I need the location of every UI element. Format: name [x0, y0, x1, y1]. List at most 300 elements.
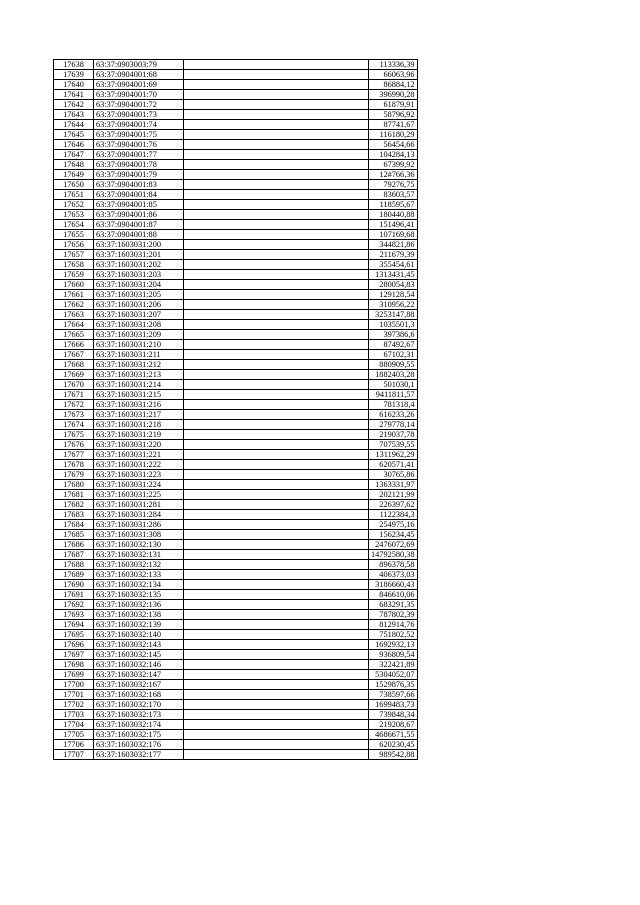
row-number-cell: 17681: [54, 490, 94, 500]
empty-cell: [184, 70, 369, 80]
table-row: [54, 690, 418, 700]
cadastral-value-cell: 846610,06: [369, 590, 418, 600]
empty-cell: [184, 720, 369, 730]
cadastral-value-cell: 254975,16: [369, 520, 418, 530]
table-row: [54, 700, 418, 710]
cadastral-number-cell: 63:37:1603031:222: [94, 460, 184, 470]
row-number-cell: 17695: [54, 630, 94, 640]
empty-cell: [184, 610, 369, 620]
empty-cell: [184, 250, 369, 260]
row-number-cell: 17677: [54, 450, 94, 460]
cadastral-number-cell: 63:37:0904001:74: [94, 120, 184, 130]
row-number-cell: 17639: [54, 70, 94, 80]
table-row: [54, 380, 418, 390]
cadastral-value-cell: 3186660,43: [369, 580, 418, 590]
empty-cell: [184, 490, 369, 500]
table-row: [54, 600, 418, 610]
cadastral-value-cell: 5304052,07: [369, 670, 418, 680]
cadastral-number-cell: 63:37:1603032:147: [94, 670, 184, 680]
empty-cell: [184, 360, 369, 370]
cadastral-number-cell: 63:37:0904001:87: [94, 220, 184, 230]
cadastral-number-cell: 63:37:1603032:131: [94, 550, 184, 560]
empty-cell: [184, 80, 369, 90]
cadastral-number-cell: 63:37:1603031:223: [94, 470, 184, 480]
empty-cell: [184, 410, 369, 420]
cadastral-value-cell: 344821,86: [369, 240, 418, 250]
cadastral-number-cell: 63:37:1603032:175: [94, 730, 184, 740]
table-row: [54, 120, 418, 130]
table-row: [54, 450, 418, 460]
empty-cell: [184, 550, 369, 560]
cadastral-value-cell: 86884,12: [369, 80, 418, 90]
row-number-cell: 17691: [54, 590, 94, 600]
table-row: [54, 470, 418, 480]
row-number-cell: 17682: [54, 500, 94, 510]
cadastral-value-cell: 1311962,29: [369, 450, 418, 460]
cadastral-number-cell: 63:37:0904001:79: [94, 170, 184, 180]
empty-cell: [184, 670, 369, 680]
row-number-cell: 17663: [54, 310, 94, 320]
cadastral-number-cell: 63:37:0904001:85: [94, 200, 184, 210]
table-row: [54, 400, 418, 410]
cadastral-value-cell: 9411811,57: [369, 390, 418, 400]
cadastral-value-cell: 616233,26: [369, 410, 418, 420]
cadastral-number-cell: 63:37:1603031:284: [94, 510, 184, 520]
cadastral-number-cell: 63:37:1603032:168: [94, 690, 184, 700]
row-number-cell: 17652: [54, 200, 94, 210]
row-number-cell: 17641: [54, 90, 94, 100]
row-number-cell: 17675: [54, 430, 94, 440]
cadastral-number-cell: 63:37:1603031:201: [94, 250, 184, 260]
empty-cell: [184, 220, 369, 230]
cadastral-value-cell: 620571,41: [369, 460, 418, 470]
table-row: [54, 480, 418, 490]
table-row: [54, 140, 418, 150]
row-number-cell: 17707: [54, 750, 94, 760]
row-number-cell: 17683: [54, 510, 94, 520]
table-row: [54, 710, 418, 720]
table-row: [54, 500, 418, 510]
table-row: [54, 310, 418, 320]
empty-cell: [184, 630, 369, 640]
table-row: [54, 740, 418, 750]
row-number-cell: 17674: [54, 420, 94, 430]
empty-cell: [184, 440, 369, 450]
table-row: [54, 660, 418, 670]
cadastral-number-cell: 63:37:1603031:219: [94, 430, 184, 440]
row-number-cell: 17679: [54, 470, 94, 480]
table-row: [54, 80, 418, 90]
row-number-cell: 17648: [54, 160, 94, 170]
cadastral-value-cell: 2476072,69: [369, 540, 418, 550]
cadastral-number-cell: 63:37:1603031:218: [94, 420, 184, 430]
empty-cell: [184, 130, 369, 140]
cadastral-value-cell: 1882403,28: [369, 370, 418, 380]
cadastral-number-cell: 63:37:1603031:209: [94, 330, 184, 340]
table-row: [54, 370, 418, 380]
cadastral-number-cell: 63:37:1603032:130: [94, 540, 184, 550]
table-row: [54, 590, 418, 600]
empty-cell: [184, 570, 369, 580]
table-row: [54, 60, 418, 70]
cadastral-value-cell: 310956,22: [369, 300, 418, 310]
table-row: [54, 340, 418, 350]
table-row: [54, 610, 418, 620]
table-row: [54, 290, 418, 300]
table-row: [54, 320, 418, 330]
row-number-cell: 17658: [54, 260, 94, 270]
cadastral-number-cell: 63:37:1603032:173: [94, 710, 184, 720]
table-row: [54, 210, 418, 220]
table-row: [54, 670, 418, 680]
cadastral-number-cell: 63:37:1603032:174: [94, 720, 184, 730]
cadastral-value-cell: 219208,67: [369, 720, 418, 730]
empty-cell: [184, 480, 369, 490]
cadastral-value-cell: 58796,92: [369, 110, 418, 120]
cadastral-number-cell: 63:37:1603031:216: [94, 400, 184, 410]
table-row: [54, 620, 418, 630]
cadastral-value-cell: 67399,92: [369, 160, 418, 170]
cadastral-value-cell: 738597,66: [369, 690, 418, 700]
cadastral-value-cell: 4686671,55: [369, 730, 418, 740]
cadastral-value-cell: 3253147,88: [369, 310, 418, 320]
cadastral-number-cell: 63:37:1603032:177: [94, 750, 184, 760]
empty-cell: [184, 710, 369, 720]
row-number-cell: 17670: [54, 380, 94, 390]
row-number-cell: 17662: [54, 300, 94, 310]
row-number-cell: 17645: [54, 130, 94, 140]
cadastral-number-cell: 63:37:1603032:134: [94, 580, 184, 590]
row-number-cell: 17642: [54, 100, 94, 110]
table-row: [54, 720, 418, 730]
cadastral-value-cell: 180440,88: [369, 210, 418, 220]
empty-cell: [184, 420, 369, 430]
row-number-cell: 17664: [54, 320, 94, 330]
table-row: [54, 540, 418, 550]
cadastral-value-table: [53, 59, 418, 760]
cadastral-value-cell: 211679,39: [369, 250, 418, 260]
table-row: [54, 230, 418, 240]
cadastral-value-cell: 355454,61: [369, 260, 418, 270]
cadastral-value-cell: 880909,55: [369, 360, 418, 370]
table-row: [54, 170, 418, 180]
row-number-cell: 17696: [54, 640, 94, 650]
cadastral-number-cell: 63:37:1603032:143: [94, 640, 184, 650]
table-row: [54, 560, 418, 570]
row-number-cell: 17653: [54, 210, 94, 220]
cadastral-number-cell: 63:37:1603032:167: [94, 680, 184, 690]
cadastral-number-cell: 63:37:1603031:215: [94, 390, 184, 400]
cadastral-value-cell: 989542,88: [369, 750, 418, 760]
row-number-cell: 17706: [54, 740, 94, 750]
row-number-cell: 17701: [54, 690, 94, 700]
row-number-cell: 17680: [54, 480, 94, 490]
row-number-cell: 17667: [54, 350, 94, 360]
cadastral-number-cell: 63:37:1603031:207: [94, 310, 184, 320]
cadastral-value-cell: 787802,39: [369, 610, 418, 620]
cadastral-number-cell: 63:37:1603032:146: [94, 660, 184, 670]
row-number-cell: 17704: [54, 720, 94, 730]
empty-cell: [184, 650, 369, 660]
table-row: [54, 630, 418, 640]
empty-cell: [184, 390, 369, 400]
row-number-cell: 17692: [54, 600, 94, 610]
cadastral-value-cell: 781318,4: [369, 400, 418, 410]
cadastral-value-cell: 87741,67: [369, 120, 418, 130]
table-row: [54, 90, 418, 100]
table-row: [54, 220, 418, 230]
empty-cell: [184, 240, 369, 250]
cadastral-value-cell: 751802,52: [369, 630, 418, 640]
row-number-cell: 17678: [54, 460, 94, 470]
cadastral-value-cell: 1692932,13: [369, 640, 418, 650]
empty-cell: [184, 200, 369, 210]
row-number-cell: 17650: [54, 180, 94, 190]
row-number-cell: 17672: [54, 400, 94, 410]
table-row: [54, 510, 418, 520]
cadastral-value-cell: 406373,03: [369, 570, 418, 580]
empty-cell: [184, 90, 369, 100]
cadastral-value-cell: 1363331,97: [369, 480, 418, 490]
cadastral-value-cell: 107169,68: [369, 230, 418, 240]
cadastral-number-cell: 63:37:1603031:308: [94, 530, 184, 540]
cadastral-value-cell: 14792580,38: [369, 550, 418, 560]
cadastral-value-cell: 87492,67: [369, 340, 418, 350]
row-number-cell: 17640: [54, 80, 94, 90]
table-row: [54, 70, 418, 80]
cadastral-value-cell: 79276,75: [369, 180, 418, 190]
empty-cell: [184, 290, 369, 300]
row-number-cell: 17676: [54, 440, 94, 450]
table-row: [54, 100, 418, 110]
table-body: [54, 60, 418, 760]
table-row: [54, 550, 418, 560]
cadastral-value-cell: 202121,99: [369, 490, 418, 500]
empty-cell: [184, 260, 369, 270]
cadastral-value-cell: 61879,91: [369, 100, 418, 110]
cadastral-value-cell: 66063,96: [369, 70, 418, 80]
cadastral-value-cell: 113336,39: [369, 60, 418, 70]
empty-cell: [184, 510, 369, 520]
row-number-cell: 17669: [54, 370, 94, 380]
cadastral-number-cell: 63:37:1603031:200: [94, 240, 184, 250]
cadastral-number-cell: 63:37:0904001:68: [94, 70, 184, 80]
cadastral-number-cell: 63:37:0904001:77: [94, 150, 184, 160]
cadastral-value-cell: 118595,67: [369, 200, 418, 210]
cadastral-value-cell: 936809,54: [369, 650, 418, 660]
table-row: [54, 420, 418, 430]
row-number-cell: 17684: [54, 520, 94, 530]
row-number-cell: 17668: [54, 360, 94, 370]
table-row: [54, 260, 418, 270]
empty-cell: [184, 590, 369, 600]
empty-cell: [184, 660, 369, 670]
cadastral-number-cell: 63:37:1603031:210: [94, 340, 184, 350]
cadastral-value-cell: 129128,54: [369, 290, 418, 300]
cadastral-value-cell: 683291,35: [369, 600, 418, 610]
cadastral-number-cell: 63:37:0904001:72: [94, 100, 184, 110]
table-row: [54, 350, 418, 360]
row-number-cell: 17654: [54, 220, 94, 230]
cadastral-number-cell: 63:37:0904001:70: [94, 90, 184, 100]
row-number-cell: 17686: [54, 540, 94, 550]
empty-cell: [184, 170, 369, 180]
empty-cell: [184, 460, 369, 470]
empty-cell: [184, 210, 369, 220]
empty-cell: [184, 160, 369, 170]
row-number-cell: 17671: [54, 390, 94, 400]
cadastral-number-cell: 63:37:0904001:76: [94, 140, 184, 150]
table-row: [54, 580, 418, 590]
table-row: [54, 130, 418, 140]
cadastral-number-cell: 63:37:1603032:133: [94, 570, 184, 580]
table-row: [54, 750, 418, 760]
table-row: [54, 360, 418, 370]
cadastral-value-cell: 739848,34: [369, 710, 418, 720]
cadastral-value-cell: 156234,45: [369, 530, 418, 540]
cadastral-value-cell: 1699483,73: [369, 700, 418, 710]
row-number-cell: 17673: [54, 410, 94, 420]
cadastral-number-cell: 63:37:1603031:281: [94, 500, 184, 510]
empty-cell: [184, 540, 369, 550]
empty-cell: [184, 690, 369, 700]
cadastral-number-cell: 63:37:1603031:221: [94, 450, 184, 460]
cadastral-number-cell: 63:37:1603031:202: [94, 260, 184, 270]
cadastral-number-cell: 63:37:0904001:73: [94, 110, 184, 120]
empty-cell: [184, 60, 369, 70]
row-number-cell: 17665: [54, 330, 94, 340]
empty-cell: [184, 680, 369, 690]
empty-cell: [184, 120, 369, 130]
cadastral-number-cell: 63:37:1603031:205: [94, 290, 184, 300]
empty-cell: [184, 370, 369, 380]
empty-cell: [184, 530, 369, 540]
table-row: [54, 490, 418, 500]
empty-cell: [184, 100, 369, 110]
cadastral-number-cell: 63:37:1603031:220: [94, 440, 184, 450]
table-row: [54, 410, 418, 420]
cadastral-value-cell: 12#766,36: [369, 170, 418, 180]
empty-cell: [184, 640, 369, 650]
empty-cell: [184, 280, 369, 290]
empty-cell: [184, 140, 369, 150]
row-number-cell: 17693: [54, 610, 94, 620]
row-number-cell: 17699: [54, 670, 94, 680]
cadastral-value-cell: 620230,45: [369, 740, 418, 750]
row-number-cell: 17702: [54, 700, 94, 710]
cadastral-number-cell: 63:37:1603032:170: [94, 700, 184, 710]
cadastral-value-cell: 67102,31: [369, 350, 418, 360]
cadastral-value-cell: 501030,1: [369, 380, 418, 390]
cadastral-value-cell: 279778,14: [369, 420, 418, 430]
empty-cell: [184, 150, 369, 160]
cadastral-value-cell: 116180,29: [369, 130, 418, 140]
row-number-cell: 17687: [54, 550, 94, 560]
cadastral-number-cell: 63:37:1603031:225: [94, 490, 184, 500]
table-row: [54, 330, 418, 340]
cadastral-number-cell: 63:37:0904001:78: [94, 160, 184, 170]
cadastral-number-cell: 63:37:1603032:145: [94, 650, 184, 660]
empty-cell: [184, 700, 369, 710]
row-number-cell: 17659: [54, 270, 94, 280]
table-row: [54, 160, 418, 170]
row-number-cell: 17649: [54, 170, 94, 180]
row-number-cell: 17697: [54, 650, 94, 660]
table-row: [54, 530, 418, 540]
empty-cell: [184, 330, 369, 340]
cadastral-number-cell: 63:37:1603031:212: [94, 360, 184, 370]
cadastral-number-cell: 63:37:1603032:136: [94, 600, 184, 610]
table-row: [54, 200, 418, 210]
cadastral-number-cell: 63:37:1603031:206: [94, 300, 184, 310]
table-row: [54, 520, 418, 530]
empty-cell: [184, 740, 369, 750]
cadastral-value-cell: 812914,76: [369, 620, 418, 630]
table-row: [54, 680, 418, 690]
cadastral-value-cell: 396990,28: [369, 90, 418, 100]
row-number-cell: 17644: [54, 120, 94, 130]
cadastral-number-cell: 63:37:1603032:140: [94, 630, 184, 640]
empty-cell: [184, 750, 369, 760]
cadastral-number-cell: 63:37:1603031:224: [94, 480, 184, 490]
table-row: [54, 270, 418, 280]
row-number-cell: 17688: [54, 560, 94, 570]
cadastral-value-cell: 707539,55: [369, 440, 418, 450]
empty-cell: [184, 300, 369, 310]
cadastral-number-cell: 63:37:0904001:75: [94, 130, 184, 140]
empty-cell: [184, 520, 369, 530]
table-row: [54, 300, 418, 310]
row-number-cell: 17666: [54, 340, 94, 350]
row-number-cell: 17700: [54, 680, 94, 690]
cadastral-value-cell: 1529876,35: [369, 680, 418, 690]
cadastral-number-cell: 63:37:1603031:204: [94, 280, 184, 290]
empty-cell: [184, 560, 369, 570]
table-row: [54, 150, 418, 160]
row-number-cell: 17638: [54, 60, 94, 70]
table-row: [54, 640, 418, 650]
cadastral-number-cell: 63:37:1603031:203: [94, 270, 184, 280]
empty-cell: [184, 310, 369, 320]
empty-cell: [184, 400, 369, 410]
row-number-cell: 17660: [54, 280, 94, 290]
empty-cell: [184, 730, 369, 740]
table-row: [54, 240, 418, 250]
table-row: [54, 180, 418, 190]
cadastral-value-cell: 226397,62: [369, 500, 418, 510]
cadastral-number-cell: 63:37:0904001:86: [94, 210, 184, 220]
empty-cell: [184, 580, 369, 590]
cadastral-number-cell: 63:37:1603031:208: [94, 320, 184, 330]
row-number-cell: 17690: [54, 580, 94, 590]
cadastral-value-cell: 1035501,3: [369, 320, 418, 330]
empty-cell: [184, 500, 369, 510]
cadastral-number-cell: 63:37:0904001:84: [94, 190, 184, 200]
cadastral-value-cell: 56454,66: [369, 140, 418, 150]
cadastral-number-cell: 63:37:0903003:79: [94, 60, 184, 70]
empty-cell: [184, 320, 369, 330]
cadastral-number-cell: 63:37:1603031:214: [94, 380, 184, 390]
empty-cell: [184, 430, 369, 440]
cadastral-value-cell: 322421,89: [369, 660, 418, 670]
cadastral-number-cell: 63:37:1603032:176: [94, 740, 184, 750]
cadastral-number-cell: 63:37:1603032:135: [94, 590, 184, 600]
cadastral-value-cell: 1313431,45: [369, 270, 418, 280]
row-number-cell: 17643: [54, 110, 94, 120]
cadastral-number-cell: 63:37:1603031:217: [94, 410, 184, 420]
cadastral-value-cell: 151496,41: [369, 220, 418, 230]
row-number-cell: 17655: [54, 230, 94, 240]
